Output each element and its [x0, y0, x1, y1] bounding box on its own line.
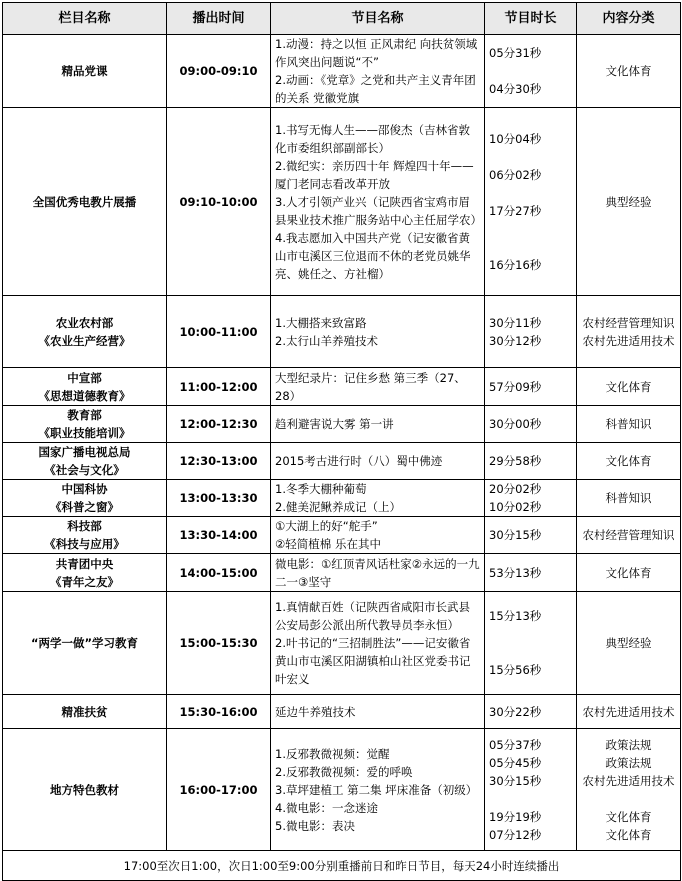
header-row — [3, 3, 681, 35]
program-name: 1.冬季大棚种葡萄 — [275, 482, 367, 496]
duration: 19分19秒 — [489, 809, 542, 824]
category: 文化体育 — [605, 64, 652, 78]
column-name: 精准扶贫 — [61, 704, 108, 719]
program-cell — [271, 35, 485, 108]
column-name: 教育部 — [67, 408, 102, 422]
duration-cell — [485, 592, 577, 695]
duration: 06分02秒 — [489, 167, 542, 182]
air-time: 15:00-15:30 — [167, 592, 271, 695]
duration-cell — [485, 480, 577, 517]
column-subtitle: 《农业生产经营》 — [38, 333, 131, 348]
duration-cell — [485, 517, 577, 554]
program-name: 4.我志愿加入中国共产党（记安徽省黄山市屯溪区三位退而不休的老党员姚华亮、姚任之、方社榴） — [275, 230, 471, 281]
schedule-table — [2, 2, 681, 881]
duration: 10分02秒 — [489, 500, 542, 514]
duration: 15分56秒 — [489, 663, 542, 677]
program-cell — [271, 592, 485, 695]
duration: 05分45秒 — [489, 755, 542, 770]
table-row — [3, 108, 681, 296]
program-name: 3.人才引领产业兴（记陕西省宝鸡市眉县果业技术推广服务站中心主任屈学农） — [275, 194, 482, 227]
duration-cell — [485, 729, 577, 851]
program-name: 微电影：①红顶青风话杜家②永远的一九二一③坚守 — [275, 556, 480, 589]
header-column-name: 栏目名称 — [3, 3, 167, 35]
program-name: 1.反邪教微视频：觉醒 — [275, 746, 390, 761]
program-cell — [271, 108, 485, 296]
program-name: 1.真情献百姓（记陕西省咸阳市长武县公安局彭公派出所代教导员李永恒） — [275, 600, 470, 632]
duration: 20分02秒 — [489, 482, 542, 496]
duration: 30分22秒 — [489, 704, 542, 719]
column-name-cell — [3, 35, 167, 108]
category-cell — [577, 554, 681, 592]
category-cell — [577, 296, 681, 368]
program-cell — [271, 480, 485, 517]
category-cell — [577, 480, 681, 517]
column-name-cell — [3, 695, 167, 729]
duration: 04分30秒 — [489, 82, 542, 96]
program-name: 3.草坪建植工 第二集 坪床准备（初级） — [275, 782, 478, 797]
program-name: 2015考古进行时（八）蜀中佛迹 — [275, 454, 443, 468]
duration-cell — [485, 554, 577, 592]
program-name: 延边牛养殖技术 — [275, 704, 356, 719]
column-name: 全国优秀电教片展播 — [32, 194, 137, 209]
header-program-name: 节目名称 — [271, 3, 485, 35]
program-name: 大型纪录片：记住乡愁 第三季（27、28） — [275, 370, 466, 403]
program-cell — [271, 695, 485, 729]
category: 政策法规 — [605, 755, 652, 770]
category: 农村经营管理知识 — [582, 315, 675, 330]
column-name: 中宣部 — [67, 370, 102, 385]
program-cell — [271, 554, 485, 592]
program-name: 1.大棚搭来致富路 — [275, 315, 367, 330]
column-name-cell — [3, 443, 167, 480]
program-name: ②轻简植棉 乐在其中 — [275, 537, 381, 551]
duration: 57分09秒 — [489, 379, 542, 394]
category: 文化体育 — [605, 827, 652, 842]
column-name-cell — [3, 554, 167, 592]
category-cell — [577, 592, 681, 695]
program-name: ①大湖上的好“舵手” — [275, 519, 378, 533]
duration: 07分12秒 — [489, 827, 542, 842]
program-cell — [271, 443, 485, 480]
category-cell — [577, 695, 681, 729]
duration: 30分15秒 — [489, 773, 542, 788]
duration: 30分15秒 — [489, 528, 542, 542]
program-name: 1.动漫：持之以恒 正风肃纪 向扶贫领域作风突出问题说“不” — [275, 37, 478, 69]
duration: 16分16秒 — [489, 257, 542, 272]
category-cell — [577, 729, 681, 851]
column-name: 精品党课 — [61, 64, 108, 78]
program-name: 2.叶书记的“三招制胜法”——记安徽省黄山市屯溪区阳湖镇柏山社区党委书记叶宏义 — [275, 636, 471, 686]
duration: 05分31秒 — [489, 46, 542, 60]
table-row — [3, 729, 681, 851]
air-time: 15:30-16:00 — [167, 695, 271, 729]
table-row — [3, 368, 681, 406]
air-time: 14:00-15:00 — [167, 554, 271, 592]
air-time: 11:00-12:00 — [167, 368, 271, 406]
duration: 29分58秒 — [489, 454, 542, 468]
column-name: 共青团中央 — [55, 556, 114, 571]
category-cell — [577, 35, 681, 108]
header-air-time: 播出时间 — [167, 3, 271, 35]
duration: 30分12秒 — [489, 333, 542, 348]
table-row — [3, 296, 681, 368]
program-name: 趋利避害说大雾 第一讲 — [275, 417, 394, 431]
table-row — [3, 554, 681, 592]
header-duration: 节目时长 — [485, 3, 577, 35]
column-name-cell — [3, 108, 167, 296]
column-name: 中国科协 — [61, 482, 108, 496]
duration: 15分13秒 — [489, 609, 542, 623]
column-name-cell — [3, 729, 167, 851]
air-time: 13:00-13:30 — [167, 480, 271, 517]
header-category: 内容分类 — [577, 3, 681, 35]
air-time: 09:10-10:00 — [167, 108, 271, 296]
program-name: 5.微电影：表决 — [275, 818, 355, 833]
footer-note: 17:00至次日1:00，次日1:00至9:00分别重播前日和昨日节目，每天24小时连续播出 — [3, 851, 681, 881]
air-time: 13:30-14:00 — [167, 517, 271, 554]
category: 文化体育 — [605, 454, 652, 468]
category: 农村先进适用技术 — [582, 704, 675, 719]
column-subtitle: 《思想道德教育》 — [38, 388, 131, 403]
category-cell — [577, 368, 681, 406]
category: 农村经营管理知识 — [582, 528, 675, 542]
program-name: 2.反邪教微视频：爱的呼唤 — [275, 764, 413, 779]
category: 农村先进适用技术 — [582, 333, 675, 348]
category: 典型经验 — [605, 194, 652, 209]
duration-cell — [485, 443, 577, 480]
program-cell — [271, 296, 485, 368]
program-cell — [271, 729, 485, 851]
table-row — [3, 517, 681, 554]
program-cell — [271, 517, 485, 554]
column-name: “两学一做”学习教育 — [30, 636, 139, 650]
duration-cell — [485, 296, 577, 368]
category: 科普知识 — [605, 491, 652, 505]
air-time: 12:30-13:00 — [167, 443, 271, 480]
column-name: 农业农村部 — [55, 315, 114, 330]
duration: 17分27秒 — [489, 203, 542, 218]
table-row — [3, 35, 681, 108]
column-subtitle: 《科普之窗》 — [50, 500, 119, 514]
program-name: 1.书写无悔人生——邵俊杰（吉林省敦化市委组织部副部长） — [275, 122, 470, 155]
duration-cell — [485, 368, 577, 406]
category: 农村先进适用技术 — [582, 773, 675, 788]
column-name-cell — [3, 480, 167, 517]
duration: 30分11秒 — [489, 315, 542, 330]
duration-cell — [485, 406, 577, 443]
column-name: 国家广播电视总局 — [38, 445, 131, 459]
column-name-cell — [3, 406, 167, 443]
column-name: 地方特色教材 — [50, 782, 119, 797]
footer-row — [3, 851, 681, 881]
program-name: 2.健美泥鳅养成记（上） — [275, 500, 401, 514]
column-subtitle: 《青年之友》 — [50, 574, 119, 589]
air-time: 10:00-11:00 — [167, 296, 271, 368]
program-name: 2.太行山羊养殖技术 — [275, 333, 378, 348]
column-name-cell — [3, 368, 167, 406]
category: 政策法规 — [605, 737, 652, 752]
air-time: 09:00-09:10 — [167, 35, 271, 108]
table-row — [3, 592, 681, 695]
program-cell — [271, 368, 485, 406]
program-name: 2.微纪实：亲历四十年 辉煌四十年——厦门老同志看改革开放 — [275, 158, 474, 191]
program-name: 2.动画：《党章》之党和共产主义青年团的关系 党徽党旗 — [275, 73, 476, 105]
column-name: 科技部 — [67, 519, 102, 533]
category-cell — [577, 517, 681, 554]
table-row — [3, 480, 681, 517]
table-row — [3, 695, 681, 729]
column-name-cell — [3, 296, 167, 368]
column-subtitle: 《职业技能培训》 — [38, 426, 131, 440]
air-time: 12:00-12:30 — [167, 406, 271, 443]
category: 文化体育 — [605, 809, 652, 824]
program-name: 4.微电影：一念迷途 — [275, 800, 378, 815]
duration: 30分00秒 — [489, 417, 542, 431]
category: 文化体育 — [605, 379, 652, 394]
duration: 05分37秒 — [489, 737, 542, 752]
duration-cell — [485, 108, 577, 296]
category-cell — [577, 108, 681, 296]
column-name-cell — [3, 517, 167, 554]
air-time: 16:00-17:00 — [167, 729, 271, 851]
category: 文化体育 — [605, 565, 652, 580]
duration-cell — [485, 35, 577, 108]
column-name-cell — [3, 592, 167, 695]
category-cell — [577, 406, 681, 443]
duration: 10分04秒 — [489, 131, 542, 146]
duration-cell — [485, 695, 577, 729]
category: 典型经验 — [605, 636, 652, 650]
column-subtitle: 《社会与文化》 — [44, 463, 125, 477]
category: 科普知识 — [605, 417, 652, 431]
duration: 53分13秒 — [489, 565, 542, 580]
table-row — [3, 443, 681, 480]
program-cell — [271, 406, 485, 443]
table-row — [3, 406, 681, 443]
column-subtitle: 《科技与应用》 — [44, 537, 125, 551]
category-cell — [577, 443, 681, 480]
